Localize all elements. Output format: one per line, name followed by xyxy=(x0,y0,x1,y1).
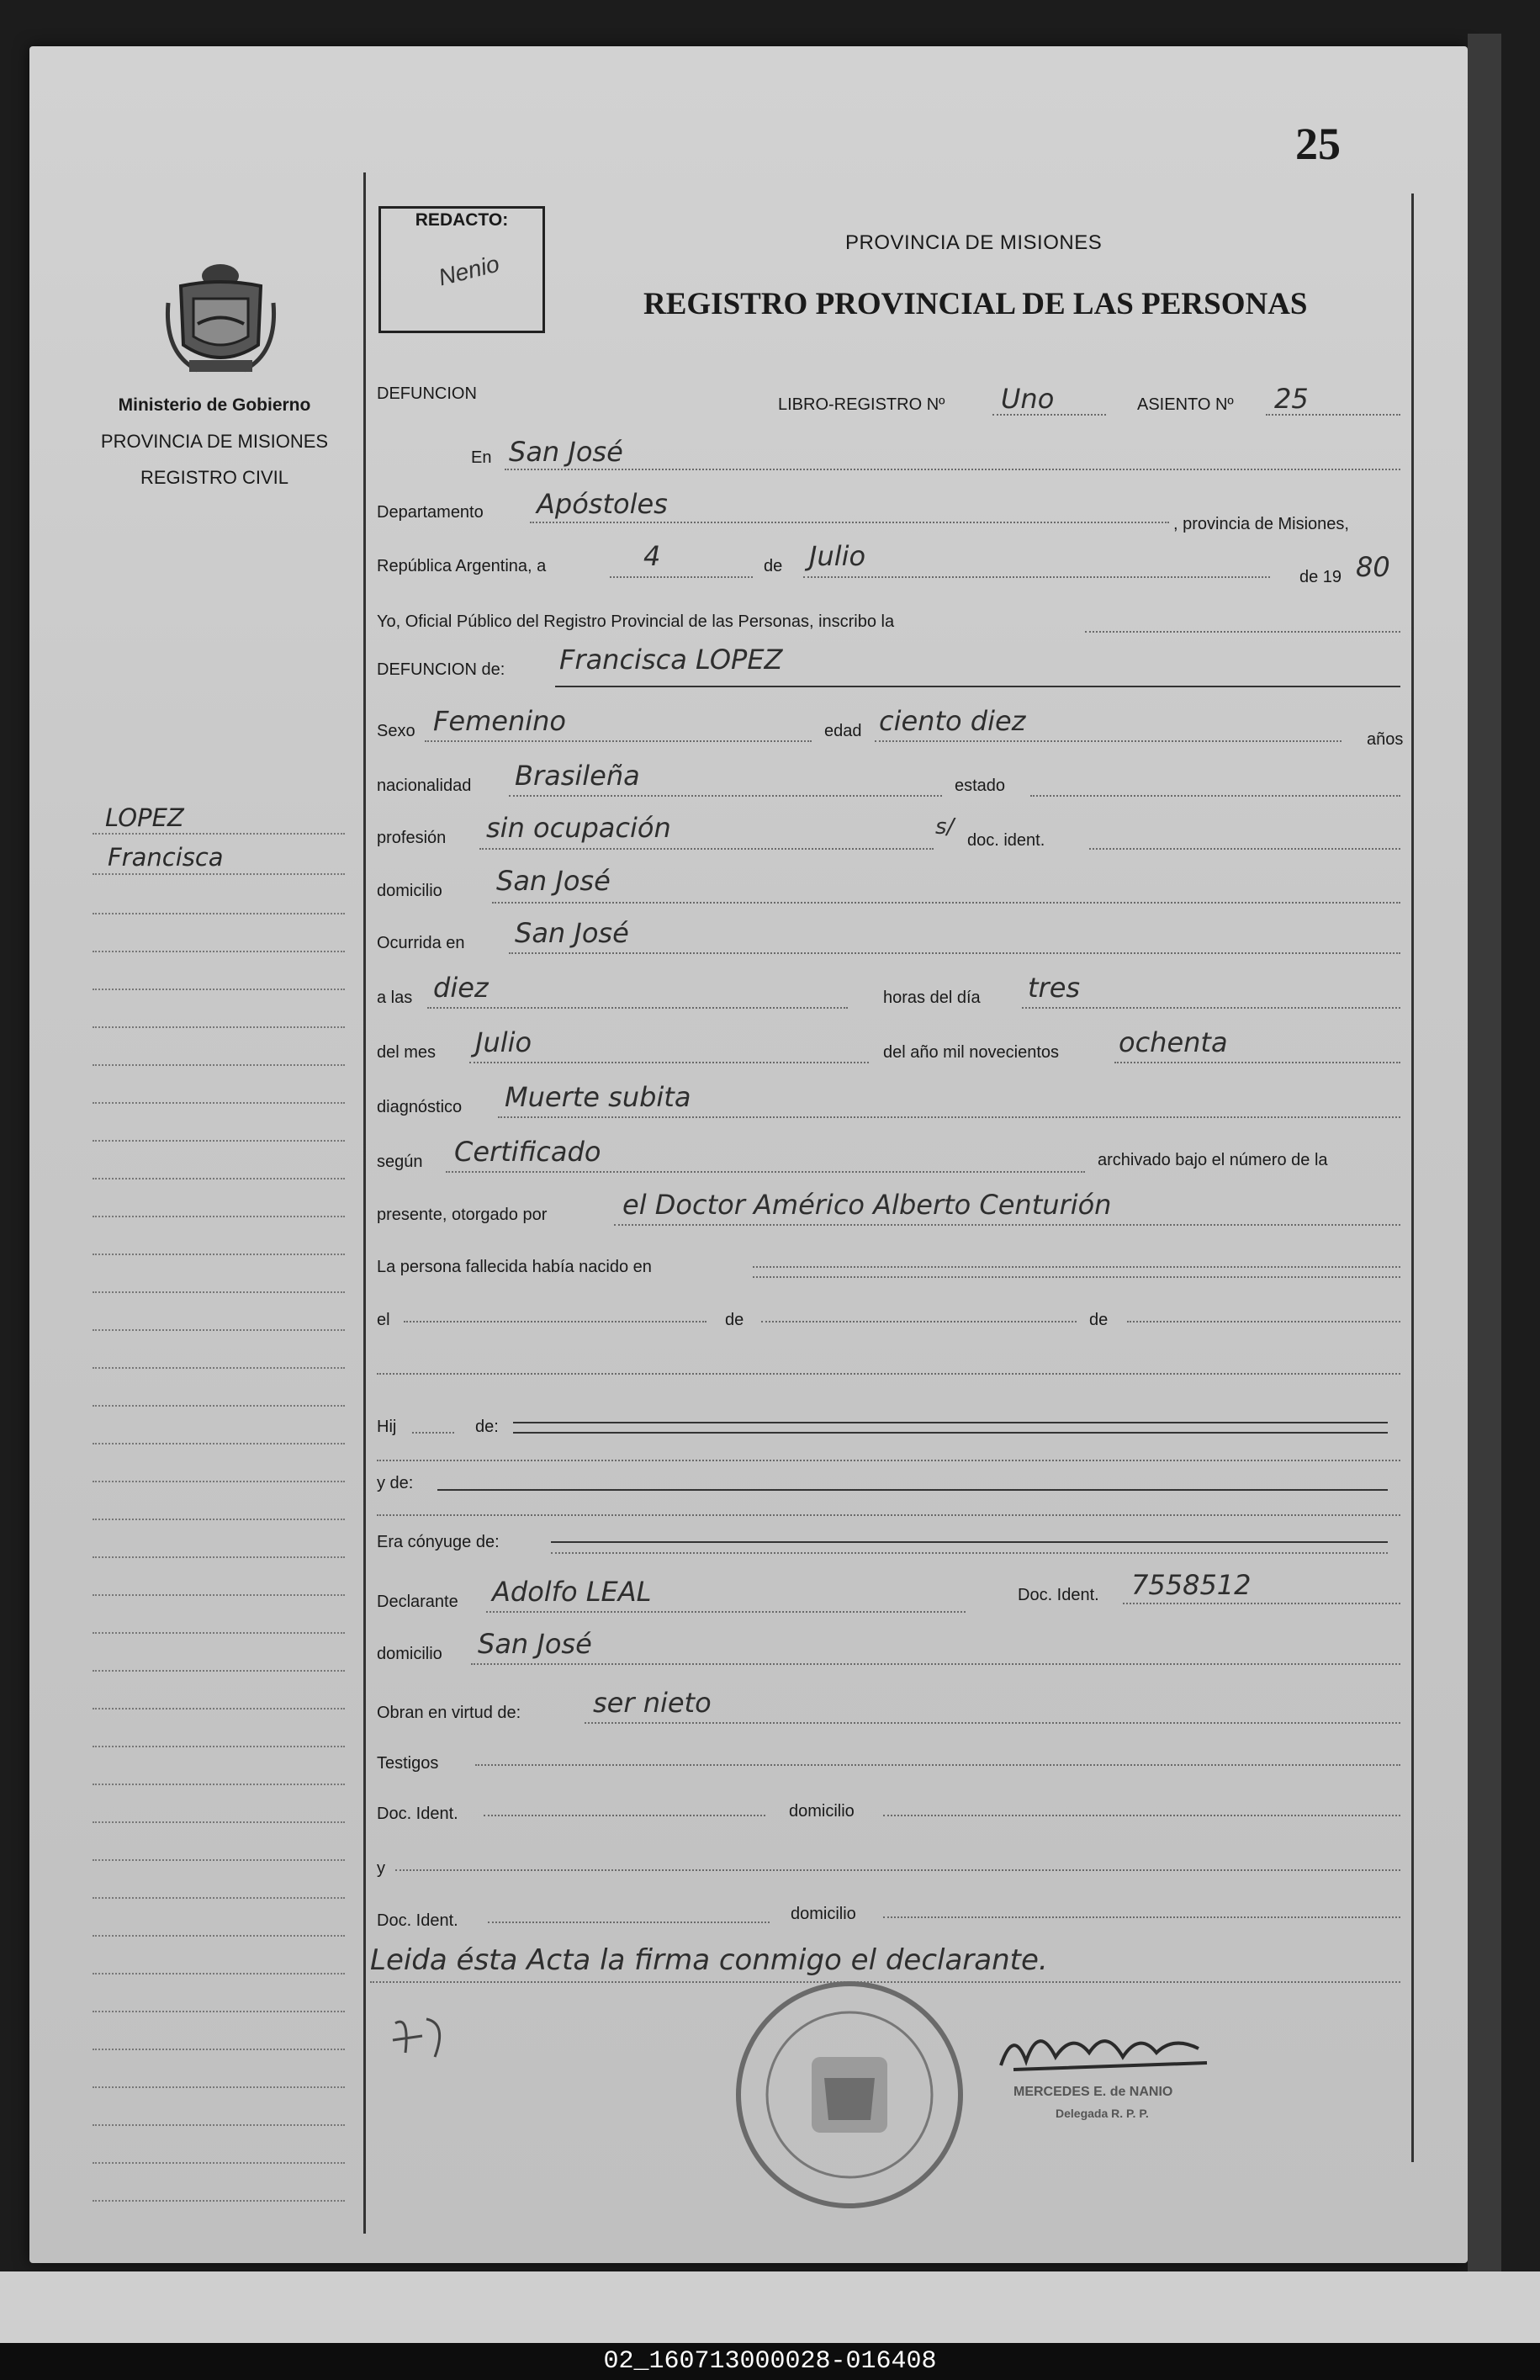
alas-value: diez xyxy=(433,972,489,1004)
y-label: y xyxy=(377,1859,385,1878)
obran-value: ser nieto xyxy=(593,1687,712,1719)
profesion-line xyxy=(479,848,934,850)
nacido-de-label: de xyxy=(725,1311,744,1329)
doc-prefix: s/ xyxy=(935,814,955,840)
asiento-label: ASIENTO Nº xyxy=(1137,395,1234,414)
domicilio3-line xyxy=(883,1815,1400,1816)
ocurrida-label: Ocurrida en xyxy=(377,934,465,952)
image-caption: 02_160713000028-016408 xyxy=(603,2347,937,2376)
conyuge-line-2 xyxy=(551,1552,1388,1554)
departamento-label: Departamento xyxy=(377,503,484,522)
delano-line xyxy=(1114,1062,1400,1063)
profesion-label: profesión xyxy=(377,829,447,847)
page-number: 25 xyxy=(1295,119,1341,169)
declarante-line xyxy=(486,1611,966,1613)
delmes-line xyxy=(469,1062,869,1063)
segun-line xyxy=(446,1171,1085,1173)
day-value: 4 xyxy=(643,540,661,572)
doc-ident2-value: 7558512 xyxy=(1131,1569,1252,1601)
year-value: 80 xyxy=(1356,551,1390,583)
blank-line xyxy=(377,1373,1400,1375)
horas-value: tres xyxy=(1028,972,1081,1004)
profesion-value: sin ocupación xyxy=(486,812,671,844)
y-de-label: y de: xyxy=(377,1474,414,1492)
estado-line xyxy=(1030,795,1400,797)
closing-statement: Leida ésta Acta la firma conmigo el declarante. xyxy=(370,1943,1048,1977)
domicilio2-label: domicilio xyxy=(377,1645,442,1663)
official-stamp-icon xyxy=(732,1977,967,2213)
margin-divider xyxy=(363,172,366,2234)
doc-ident3-label: Doc. Ident. xyxy=(377,1805,458,1823)
redacto-value: Nenio xyxy=(436,250,502,291)
province-label: PROVINCIA DE MISIONES xyxy=(100,431,329,452)
official-signature-icon xyxy=(997,2019,1215,2078)
presente-line xyxy=(614,1224,1400,1226)
civil-registry-label: REGISTRO CIVIL xyxy=(140,467,289,488)
hij-label: Hij xyxy=(377,1418,397,1436)
diagnostico-value: Muerte subita xyxy=(505,1081,691,1113)
defuncion-de-label: DEFUNCION de: xyxy=(377,660,505,679)
redacto-label: REDACTO: xyxy=(415,210,509,230)
doc-ident-line xyxy=(1089,848,1400,850)
background-surface xyxy=(0,2271,1540,2343)
ocurrida-line xyxy=(509,952,1400,954)
departamento-value: Apóstoles xyxy=(537,488,668,520)
testigos-line xyxy=(475,1764,1400,1766)
official-title: Delegada R. P. P. xyxy=(1056,2107,1149,2120)
doc-ident2-label: Doc. Ident. xyxy=(1018,1586,1099,1604)
diagnostico-line xyxy=(498,1116,1400,1118)
margin-given-name: Francisca xyxy=(108,843,224,872)
edad-label: edad xyxy=(824,722,862,740)
hij-line-3 xyxy=(377,1460,1400,1461)
hij-de-label: de: xyxy=(475,1418,499,1436)
presente-label: presente, otorgado por xyxy=(377,1206,548,1224)
deceased-name: Francisca LOPEZ xyxy=(559,644,783,676)
margin-surname: LOPEZ xyxy=(105,803,184,832)
domicilio4-line xyxy=(883,1916,1400,1918)
asiento-value: 25 xyxy=(1274,383,1309,415)
en-label: En xyxy=(471,448,492,467)
declarante-value: Adolfo LEAL xyxy=(492,1576,652,1608)
nacido-year-label: de xyxy=(1089,1311,1109,1329)
delano-value: ochenta xyxy=(1119,1026,1228,1058)
estado-label: estado xyxy=(955,777,1006,795)
header-province: PROVINCIA DE MISIONES xyxy=(845,231,1103,254)
delmes-label: del mes xyxy=(377,1043,437,1062)
domicilio2-value: San José xyxy=(478,1628,592,1660)
year-label: de 19 xyxy=(1299,568,1342,586)
doc-ident2-line xyxy=(1123,1603,1400,1604)
coat-of-arms-icon xyxy=(164,252,278,379)
declarante-label: Declarante xyxy=(377,1593,458,1611)
domicilio3-label: domicilio xyxy=(789,1802,855,1821)
month-de-label: de xyxy=(764,557,783,575)
domicilio2-line xyxy=(471,1663,1400,1665)
alas-label: a las xyxy=(377,989,413,1007)
nacionalidad-label: nacionalidad xyxy=(377,777,472,795)
sexo-line xyxy=(425,740,812,742)
el-label: el xyxy=(377,1311,390,1329)
domicilio-value: San José xyxy=(496,865,611,897)
ocurrida-value: San José xyxy=(515,917,629,949)
y-de-line xyxy=(437,1489,1388,1491)
deceased-line xyxy=(555,686,1400,687)
official-name: MERCEDES E. de NANIO xyxy=(1013,2085,1173,2099)
hij-suffix-line xyxy=(412,1432,454,1434)
day-line xyxy=(610,576,753,578)
nacido-line-2 xyxy=(753,1276,1400,1278)
delano-label: del año mil novecientos xyxy=(883,1043,1060,1062)
segun-value: Certificado xyxy=(454,1136,601,1168)
provincia-suffix: , provincia de Misiones, xyxy=(1173,515,1349,533)
en-value: San José xyxy=(509,436,623,468)
testigos-label: Testigos xyxy=(377,1754,439,1773)
nacido-year-line xyxy=(1127,1321,1400,1323)
month-line xyxy=(803,576,1270,578)
obran-line xyxy=(585,1722,1400,1724)
redacto-box xyxy=(378,206,545,333)
horas-label: horas del día xyxy=(883,989,981,1007)
doc-ident4-line xyxy=(488,1921,770,1923)
obran-label: Obran en virtud de: xyxy=(377,1704,521,1722)
libro-line xyxy=(992,414,1106,416)
book-edge xyxy=(1468,34,1501,2271)
doc-ident-label: doc. ident. xyxy=(967,831,1045,850)
archivado-label: archivado bajo el número de la xyxy=(1098,1151,1328,1169)
edad-value: ciento diez xyxy=(879,705,1026,737)
oficial-statement: Yo, Oficial Público del Registro Provincial de las Personas, inscribo la xyxy=(377,612,895,631)
libro-value: Uno xyxy=(1001,383,1055,415)
horas-line xyxy=(1022,1007,1400,1009)
domicilio4-label: domicilio xyxy=(791,1905,856,1923)
declarant-initials-icon xyxy=(389,2006,456,2065)
record-type-label: DEFUNCION xyxy=(377,384,477,403)
conyuge-line xyxy=(551,1541,1388,1543)
conyuge-label: Era cónyuge de: xyxy=(377,1533,500,1551)
oficial-line xyxy=(1085,631,1400,633)
doc-ident4-label: Doc. Ident. xyxy=(377,1911,458,1930)
doc-ident3-line xyxy=(484,1815,765,1816)
right-border xyxy=(1411,193,1414,2162)
nacido-de-line xyxy=(761,1321,1077,1323)
ministry-label: Ministerio de Gobierno xyxy=(118,395,311,415)
asiento-line xyxy=(1266,414,1400,416)
presente-value: el Doctor Américo Alberto Centurión xyxy=(622,1189,1112,1221)
nacido-line-1 xyxy=(753,1266,1400,1268)
y-line xyxy=(395,1869,1400,1871)
el-line xyxy=(404,1321,706,1323)
anos-label: años xyxy=(1367,730,1404,749)
departamento-line xyxy=(530,522,1169,523)
nacionalidad-value: Brasileña xyxy=(515,760,640,792)
domicilio-label: domicilio xyxy=(377,882,442,900)
republica-label: República Argentina, a xyxy=(377,557,547,575)
alas-line xyxy=(427,1007,848,1009)
hij-line-1 xyxy=(513,1422,1388,1423)
nacionalidad-line xyxy=(509,795,942,797)
month-value: Julio xyxy=(809,540,866,572)
nacido-label: La persona fallecida había nacido en xyxy=(377,1258,652,1276)
segun-label: según xyxy=(377,1153,423,1171)
domicilio-line xyxy=(492,902,1400,904)
sexo-label: Sexo xyxy=(377,722,415,740)
delmes-value: Julio xyxy=(475,1026,532,1058)
en-line xyxy=(505,469,1400,470)
y-de-line-2 xyxy=(377,1514,1400,1516)
libro-label: LIBRO-REGISTRO Nº xyxy=(778,395,945,414)
header-registry: REGISTRO PROVINCIAL DE LAS PERSONAS xyxy=(643,287,1308,321)
hij-line-2 xyxy=(513,1432,1388,1434)
edad-line xyxy=(875,740,1342,742)
sexo-value: Femenino xyxy=(433,705,566,737)
diagnostico-label: diagnóstico xyxy=(377,1098,463,1116)
